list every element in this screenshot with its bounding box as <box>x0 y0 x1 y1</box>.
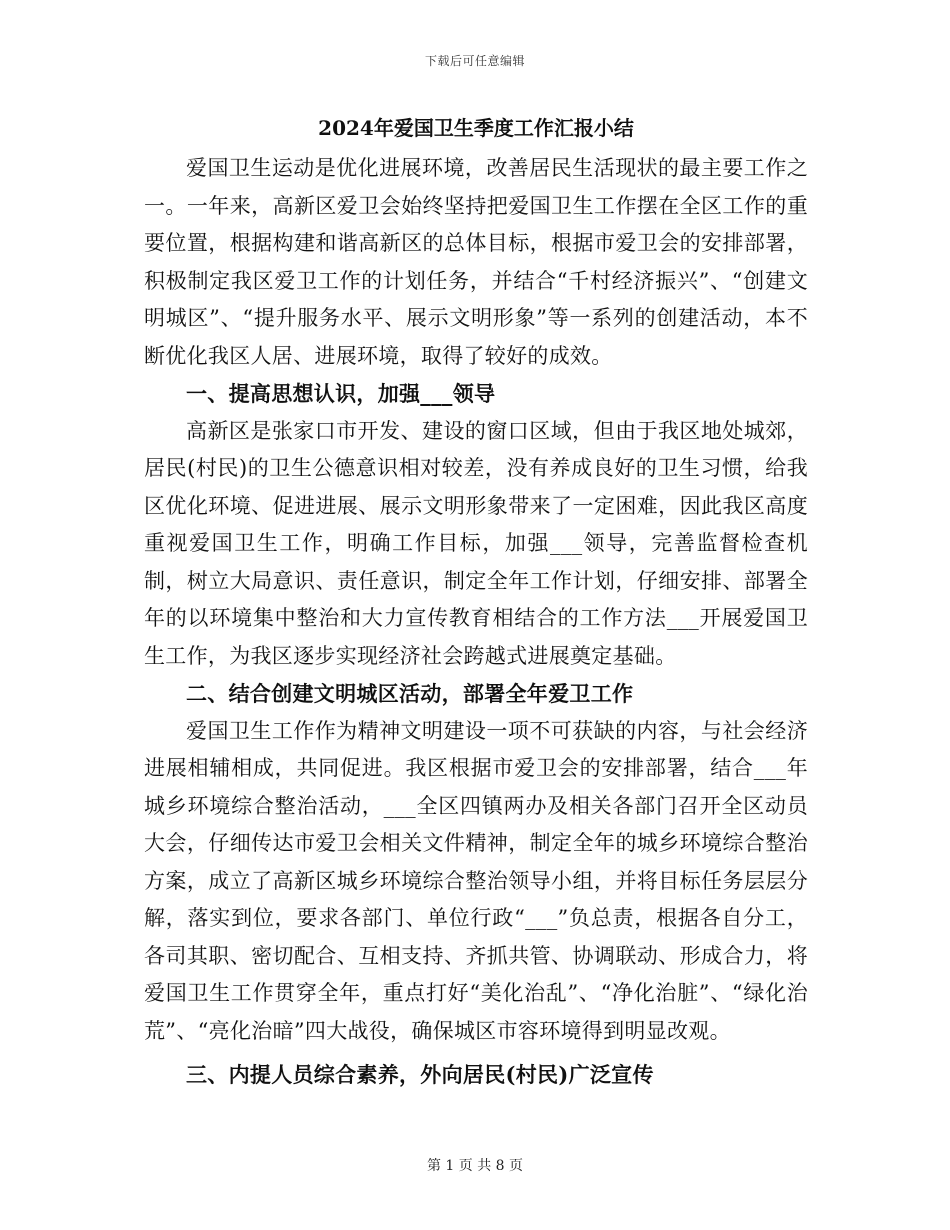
header-note: 下载后可任意编辑 <box>424 54 525 68</box>
section-heading-2: 二、结合创建文明城区活动，部署全年爱卫工作 <box>186 681 634 706</box>
intro-paragraph: 爱国卫生运动是优化进展环境，改善居民生活现状的最主要工作之一。一年来，高新区爱卫会始终坚持把爱国卫生工作摆在全区工作的重要位置，根据构建和谐高新区的总体目标，根据市爱卫会的安排部署，积极制定我区爱卫工作的计划任务，并结合“千村经济振兴”、“创建文明城区”、“提升服务水平、展示文明形象”等一系列的创建活动，本不断优化我区人居、进展环境，取得了较好的成效。 <box>144 156 808 368</box>
page-number: 第 1 页 共 8 页 <box>426 1158 524 1174</box>
document-title: 2024年爱国卫生季度工作汇报小结 <box>318 116 634 140</box>
section-body-2: 爱国卫生工作作为精神文明建设一项不可获缺的内容，与社会经济进展相辅相成，共同促进。我区根据市爱卫会的安排部署，结合___年城乡环境综合整治活动，___全区四镇两办及相关各部门召开全区动员大会，仔细传达市爱卫会相关文件精神，制定全年的城乡环境综合整治方案，成立了高新区城乡环境综合整治领导小组，并将目标任务层层分解，落实到位，要求各部门、单位行政“___”负总责，根据各自分工，各司其职、密切配合、互相支持、齐抓共管、协调联动、形成合力，将爱国卫生工作贯穿全年，重点打好“美化治乱”、“净化治脏”、“绿化治荒”、“亮化治暗”四大战役，确保城区市容环境得到明显改观。 <box>144 718 808 1043</box>
section-heading-3: 三、内提人员综合素养，外向居民(村民)广泛宣传 <box>186 1062 654 1087</box>
section-heading-1: 一、提高思想认识，加强___领导 <box>186 381 496 406</box>
section-body-1: 高新区是张家口市开发、建设的窗口区域，但由于我区地处城郊，居民(村民)的卫生公德意识相对较差，没有养成良好的卫生习惯，给我区优化环境、促进进展、展示文明形象带来了一定困难，因此我区高度重视爱国卫生工作，明确工作目标，加强___领导，完善监督检查机制，树立大局意识、责任意识，制定全年工作计划，仔细安排、部署全年的以环境集中整治和大力宣传教育相结合的工作方法___开展爱国卫生工作，为我区逐步实现经济社会跨越式进展奠定基础。 <box>144 418 808 668</box>
document-body <box>144 110 808 1094</box>
